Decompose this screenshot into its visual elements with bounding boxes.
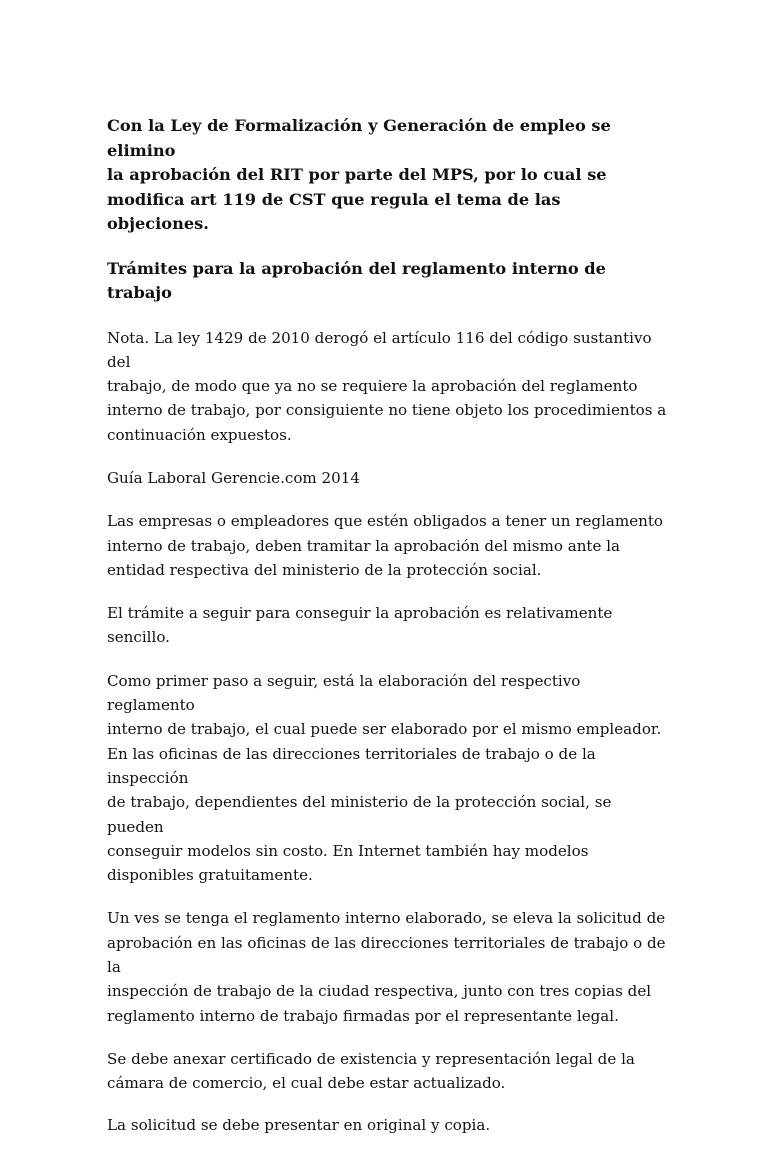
document-page (107, 114, 667, 1156)
paragraph-empresas: Las empresas o empleadores que estén obligados a tener un reglamento interno de trabajo, deben tramitar la aprobación del mismo ante la entidad respectiva del ministerio de la protección social. (107, 512, 664, 579)
paragraph-solicitud: Un ves se tenga el reglamento interno elaborado, se eleva la solicitud de aprobación en las oficinas de las direcciones territoriales de trabajo o de la inspección de trabajo de la ciudad respectiva, junto con tres copias del reglamento interno de trabajo firmadas por el representante legal. (107, 909, 666, 1025)
document-heading-formalizacion: Con la Ley de Formalización y Generación de empleo se elimino la aprobación del RIT por parte del MPS, por lo cual se modifica art 119 de CST que regula el tema de las objeciones. (107, 116, 611, 233)
paragraph-tramite: El trámite a seguir para conseguir la aprobación es relativamente sencillo. (107, 604, 613, 647)
paragraph-fuente: Guía Laboral Gerencie.com 2014 (107, 468, 360, 487)
document-heading-tramites: Trámites para la aprobación del reglamento interno de trabajo (107, 258, 606, 302)
paragraph-original-copia: La solicitud se debe presentar en original y copia. (107, 1115, 491, 1134)
paragraph-certificado: Se debe anexar certificado de existencia y representación legal de la cámara de comercio, el cual debe estar actualizado. (107, 1049, 635, 1093)
paragraph-primer-paso: Como primer paso a seguir, está la elaboración del respectivo reglamento interno de trabajo, el cual puede ser elaborado por el mismo empleador. En las oficinas de las direcciones territoriales de trabajo o de la inspección de trabajo, dependientes del ministerio de la protección social, se pueden conseguir modelos sin costo. En Internet también hay modelos disponibles gratuitamente. (107, 671, 662, 885)
paragraph-nota: Nota. La ley 1429 de 2010 derogó el artículo 116 del código sustantivo del trabajo, de modo que ya no se requiere la aprobación del reglamento interno de trabajo, por consiguiente no tiene objeto los procedimientos a continuación expuestos. (107, 328, 667, 444)
